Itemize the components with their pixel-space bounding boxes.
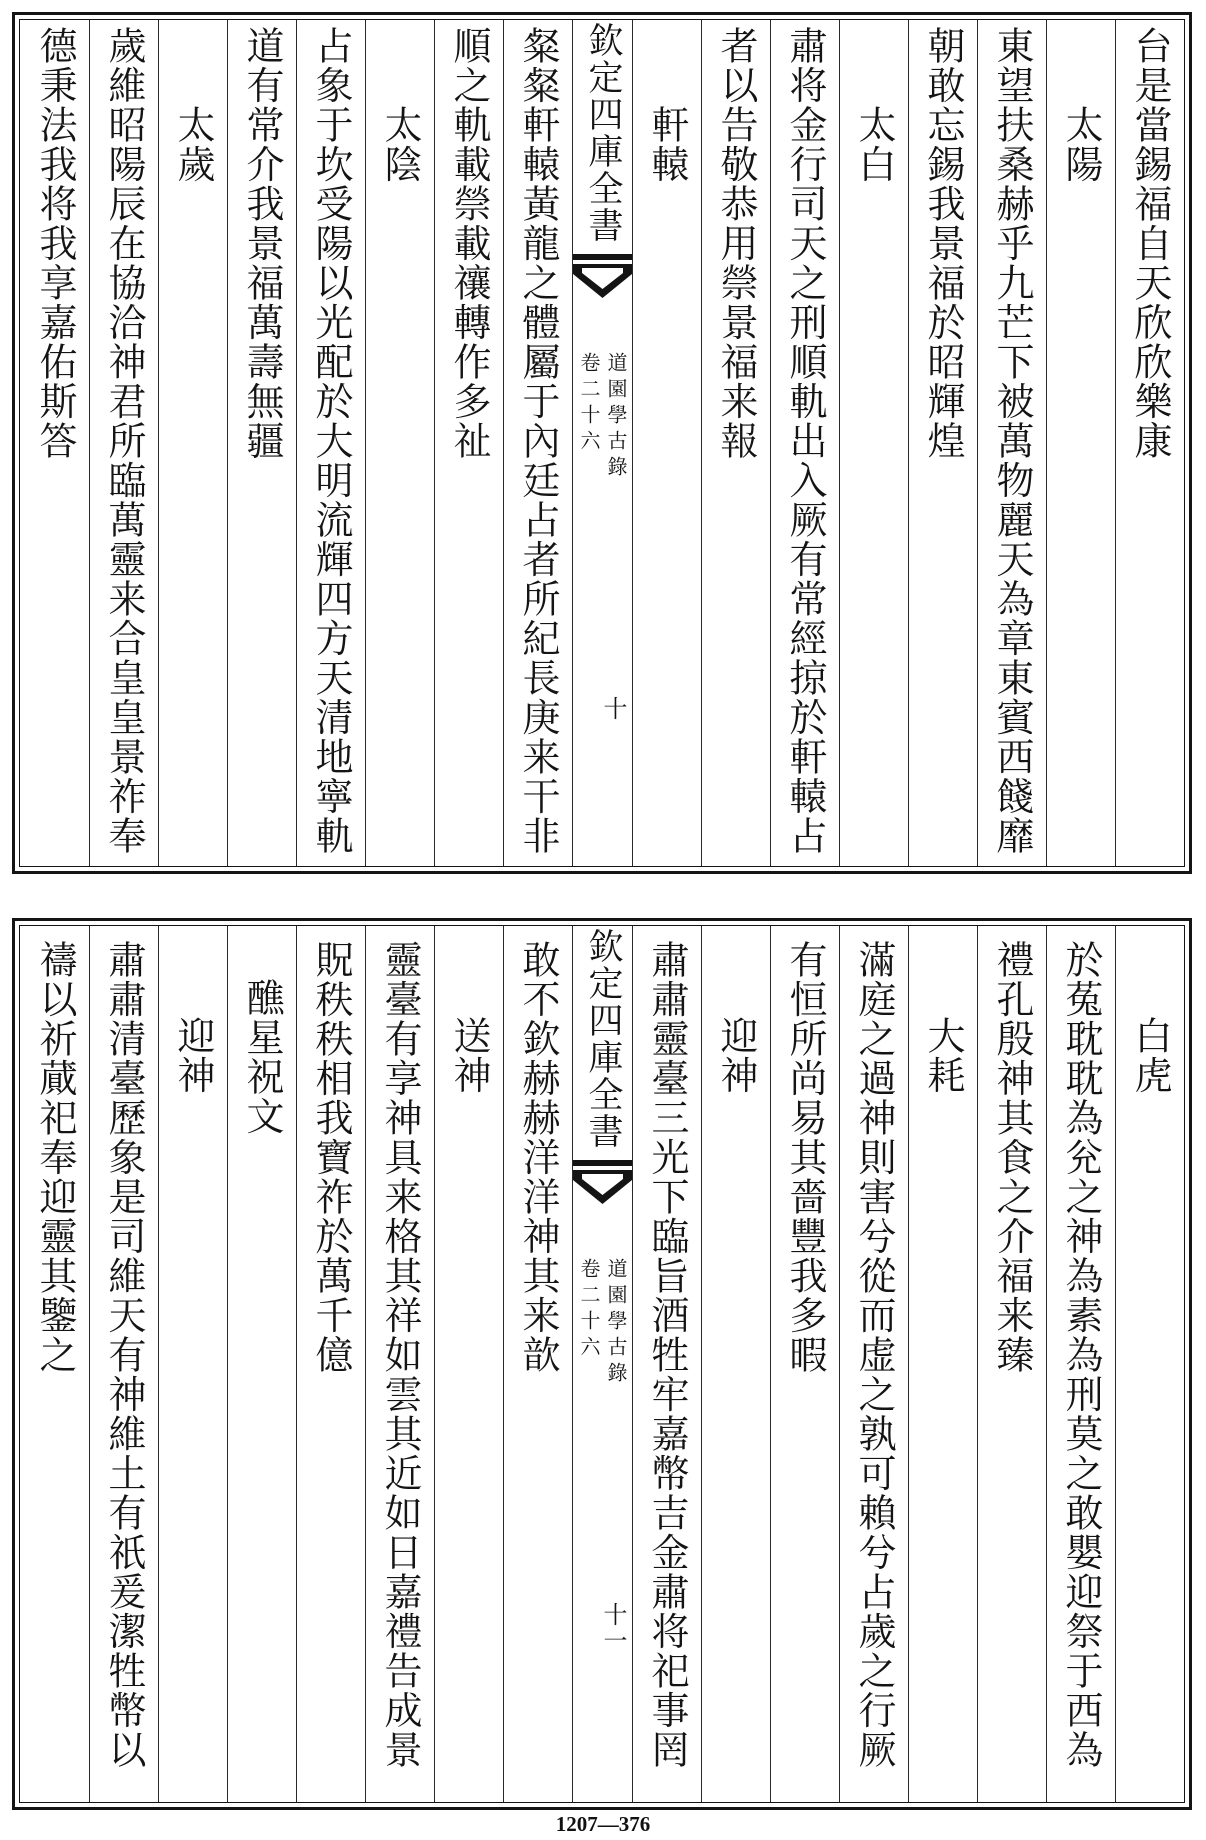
text-column: 朝敢忘錫我景福於昭輝煌 <box>908 20 977 866</box>
text-column: 滿庭之過神則害兮從而虚之孰可賴兮占歲之行厥 <box>839 926 908 1802</box>
center-fold <box>572 926 632 1802</box>
lower-page-panel <box>12 918 1192 1810</box>
text-column: 順之軌載禜載禳轉作多祉 <box>434 20 503 866</box>
section-heading: 送神 <box>434 926 503 1802</box>
section-heading: 太白 <box>839 20 908 866</box>
text-column: 肅肅清臺歷象是司維天有神維土有祇爰潔牲幣以 <box>89 926 158 1802</box>
text-column: 東望扶桑赫乎九芒下被萬物麗天為章東賓西餞靡 <box>977 20 1046 866</box>
section-heading: 迎神 <box>158 926 227 1802</box>
page-number: 十一 <box>599 1602 627 1654</box>
text-column: 有恒所尚易其嗇豐我多暇 <box>770 926 839 1802</box>
fishtail-band <box>573 254 632 260</box>
fishtail-mark <box>573 254 632 300</box>
upper-page-panel <box>12 12 1192 874</box>
text-column: 者以告敬恭用禜景福来報 <box>701 20 770 866</box>
section-heading: 迎神 <box>701 926 770 1802</box>
section-heading: 太陽 <box>1046 20 1115 866</box>
upper-page-frame <box>19 19 1185 867</box>
fishtail-band <box>573 1160 632 1166</box>
text-column: 靈臺有享神具来格其祥如雲其近如日嘉禮告成景 <box>365 926 434 1802</box>
work-title: 道園學古錄 <box>604 1258 628 1388</box>
text-column: 肅肅靈臺三光下臨旨酒牲牢嘉幣吉金肅将祀事罔 <box>632 926 701 1802</box>
scan-page-number: 1207—376 <box>555 1812 651 1836</box>
fishtail-mark <box>573 1160 632 1206</box>
section-heading: 太陰 <box>365 20 434 866</box>
text-column: 道有常介我景福萬壽無疆 <box>227 20 296 866</box>
volume-label: 卷二十六 <box>577 352 601 456</box>
section-heading: 太歲 <box>158 20 227 866</box>
lower-page-frame <box>19 925 1185 1803</box>
page-number: 十 <box>599 696 627 722</box>
text-column: 歲維昭陽辰在協洽神君所臨萬靈来合皇皇景祚奉 <box>89 20 158 866</box>
text-column: 貺秩秩相我寶祚於萬千億 <box>296 926 365 1802</box>
volume-label: 卷二十六 <box>577 1258 601 1362</box>
text-column: 肅将金行司天之刑順軌出入厥有常經掠於軒轅占 <box>770 20 839 866</box>
text-column: 禱以祈蕆祀奉迎靈其鑒之 <box>33 940 77 1375</box>
book-title: 欽定四庫全書 <box>583 928 623 1150</box>
text-column: 台是當錫福自天欣欣樂康 <box>1115 20 1184 866</box>
text-column: 禮孔殷神其食之介福来臻 <box>977 926 1046 1802</box>
text-column: 敢不欽赫赫洋洋神其来歆 <box>503 926 572 1802</box>
text-column: 占象于坎受陽以光配於大明流輝四方天清地寧軌 <box>296 20 365 866</box>
book-title: 欽定四庫全書 <box>583 22 623 244</box>
work-title: 道園學古錄 <box>604 352 628 482</box>
section-heading: 軒轅 <box>632 20 701 866</box>
text-column: 粲粲軒轅黃龍之體屬于內廷占者所紀長庚来干非 <box>503 20 572 866</box>
section-heading: 醮星祝文 <box>227 926 296 1802</box>
text-column: 德秉法我将我享嘉佑斯答 <box>33 26 77 461</box>
center-fold <box>572 20 632 866</box>
section-heading: 白虎 <box>1115 926 1184 1802</box>
text-column: 於菟耽耽為兊之神為素為刑莫之敢嬰迎祭于西為 <box>1046 926 1115 1802</box>
section-heading: 大耗 <box>908 926 977 1802</box>
